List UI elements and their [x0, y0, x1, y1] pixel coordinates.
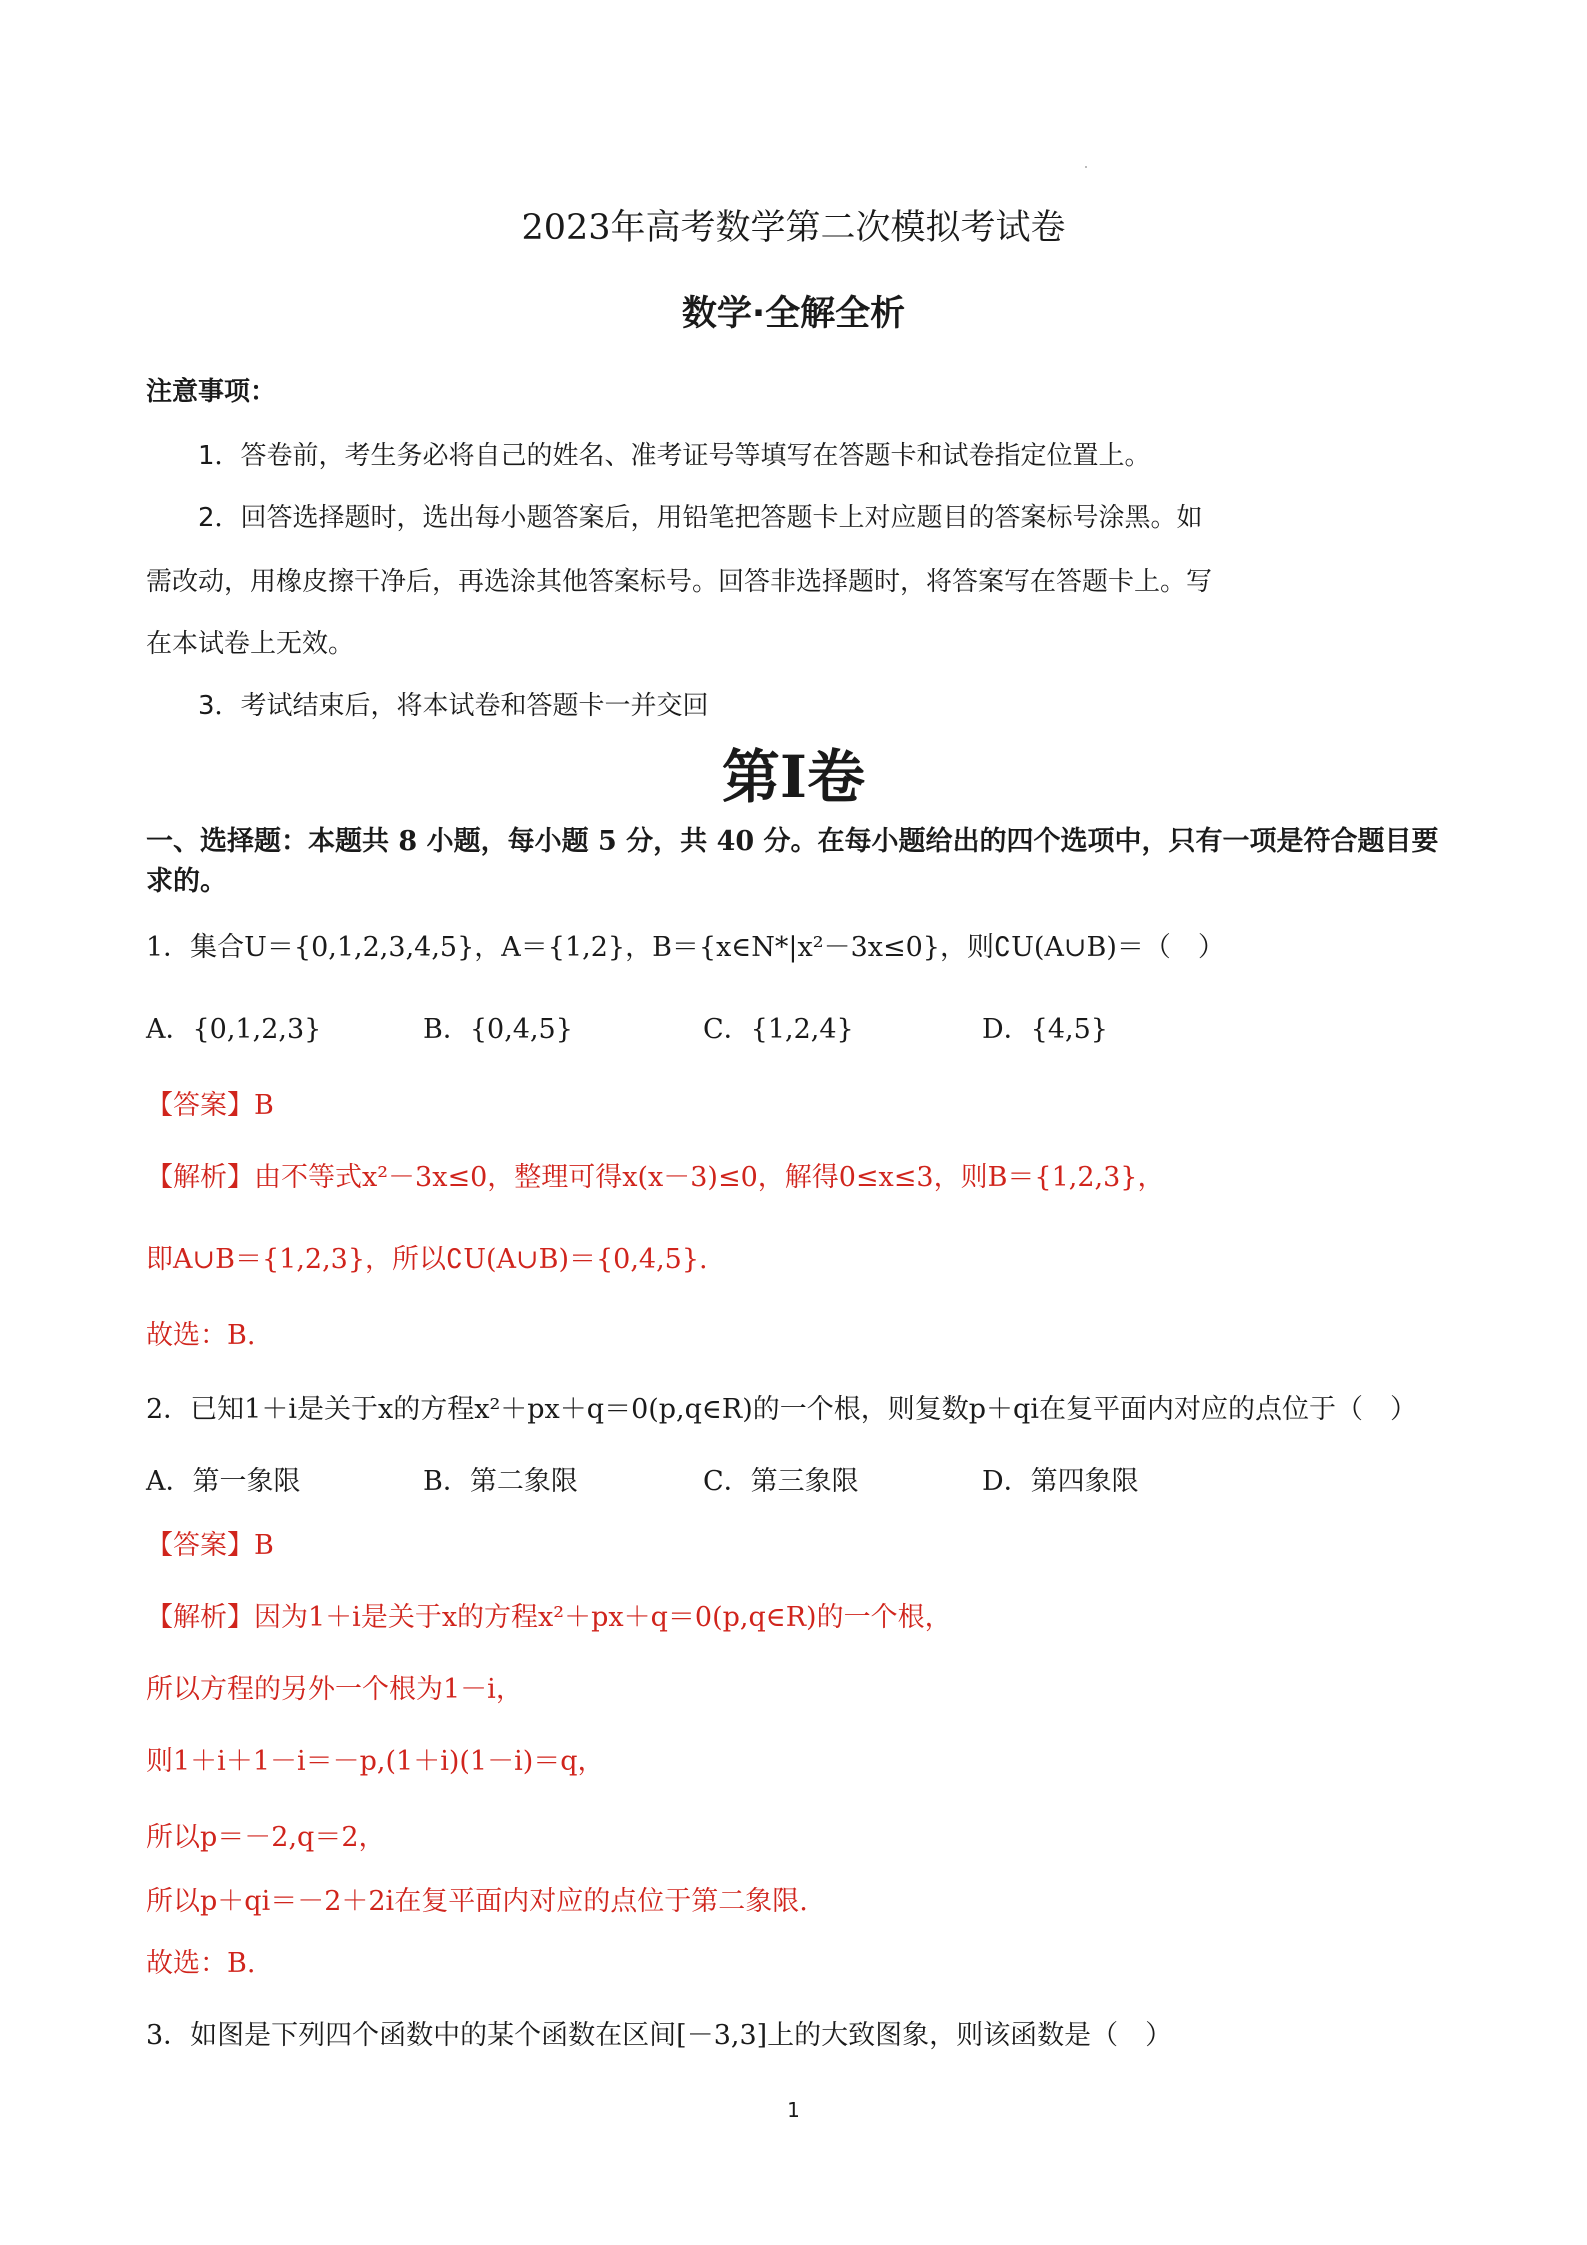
notice-item-2-line-3: 在本试卷上无效。	[146, 629, 355, 659]
q2-analysis-line-5: 所以p＋qi＝－2＋2i在复平面内对应的点位于第二象限.	[146, 1886, 808, 1917]
q1-option-d: D．{4,5}	[982, 1014, 1108, 1045]
notice-item-2-line-2: 需改动，用橡皮擦干净后，再选涂其他答案标号。回答非选择题时，将答案写在答题卡上。写	[146, 567, 1213, 597]
q2-option-a: A．第一象限	[146, 1466, 301, 1497]
q2-analysis-label: 【解析】	[146, 1602, 254, 1633]
q1-answer-label: 【答案】	[146, 1090, 254, 1121]
q1-analysis-text-1: 由不等式x²－3x≤0，整理可得x(x－3)≤0，解得0≤x≤3，则B＝{1,2,3}，	[254, 1162, 1165, 1193]
page-title: 2023年高考数学第二次模拟考试卷	[521, 208, 1066, 248]
notice-item-2-line-1: 2．回答选择题时，选出每小题答案后，用铅笔把答题卡上对应题目的答案标号涂黑。如	[198, 503, 1203, 533]
q1-answer-value: B	[254, 1090, 274, 1121]
notice-item-3: 3．考试结束后，将本试卷和答题卡一并交回	[198, 691, 709, 721]
scan-speck	[1085, 166, 1087, 168]
q1-option-c: C．{1,2,4}	[703, 1014, 854, 1045]
q2-answer-value: B	[254, 1530, 274, 1561]
q2-answer-label: 【答案】	[146, 1530, 254, 1561]
q2-analysis-line-3: 则1＋i＋1－i＝－p,(1＋i)(1－i)＝q，	[146, 1746, 605, 1777]
q2-analysis-line-2: 所以方程的另外一个根为1－i，	[146, 1674, 523, 1705]
q1-answer	[146, 1088, 274, 1124]
section-heading-line-2: 求的。	[146, 866, 227, 897]
q1-analysis-label: 【解析】	[146, 1162, 254, 1193]
q2-analysis-line-1	[146, 1600, 952, 1636]
q1-option-a: A．{0,1,2,3}	[146, 1014, 322, 1045]
q2-conclusion: 故选：B.	[146, 1948, 256, 1979]
q2-analysis-text-1: 因为1＋i是关于x的方程x²＋px＋q＝0(p,q∈R)的一个根，	[254, 1602, 952, 1633]
q1-option-b: B．{0,4,5}	[423, 1014, 573, 1045]
q1-analysis-line-2: 即A∪B＝{1,2,3}，所以∁U(A∪B)＝{0,4,5}.	[146, 1244, 708, 1275]
page-number: 1	[787, 2098, 800, 2122]
volume-title: 第I卷	[721, 743, 866, 811]
q2-answer	[146, 1528, 274, 1564]
q2-option-b: B．第二象限	[423, 1466, 578, 1497]
q2-option-c: C．第三象限	[703, 1466, 859, 1497]
notice-item-1: 1．答卷前，考生务必将自己的姓名、准考证号等填写在答题卡和试卷指定位置上。	[198, 441, 1151, 471]
notice-heading: 注意事项：	[146, 377, 277, 407]
q1-conclusion: 故选：B.	[146, 1320, 256, 1351]
q2-stem: 2．已知1＋i是关于x的方程x²＋px＋q＝0(p,q∈R)的一个根，则复数p＋qi在复平面内对应的点位于（ ）	[146, 1394, 1417, 1425]
page-subtitle: 数学·全解全析	[681, 294, 906, 334]
q2-option-d: D．第四象限	[982, 1466, 1139, 1497]
section-heading-line-1: 一、选择题：本题共 8 小题，每小题 5 分，共 40 分。在每小题给出的四个选项中，只有一项是符合题目要	[146, 826, 1439, 857]
q1-stem: 1．集合U＝{0,1,2,3,4,5}，A＝{1,2}，B＝{x∈N*|x²－3x≤0}，则∁U(A∪B)＝（ ）	[146, 932, 1225, 963]
q2-analysis-line-4: 所以p＝－2,q＝2，	[146, 1822, 386, 1853]
q1-analysis-line-1	[146, 1160, 1165, 1196]
q3-stem: 3．如图是下列四个函数中的某个函数在区间[－3,3]上的大致图象，则该函数是（ ）	[146, 2020, 1173, 2051]
